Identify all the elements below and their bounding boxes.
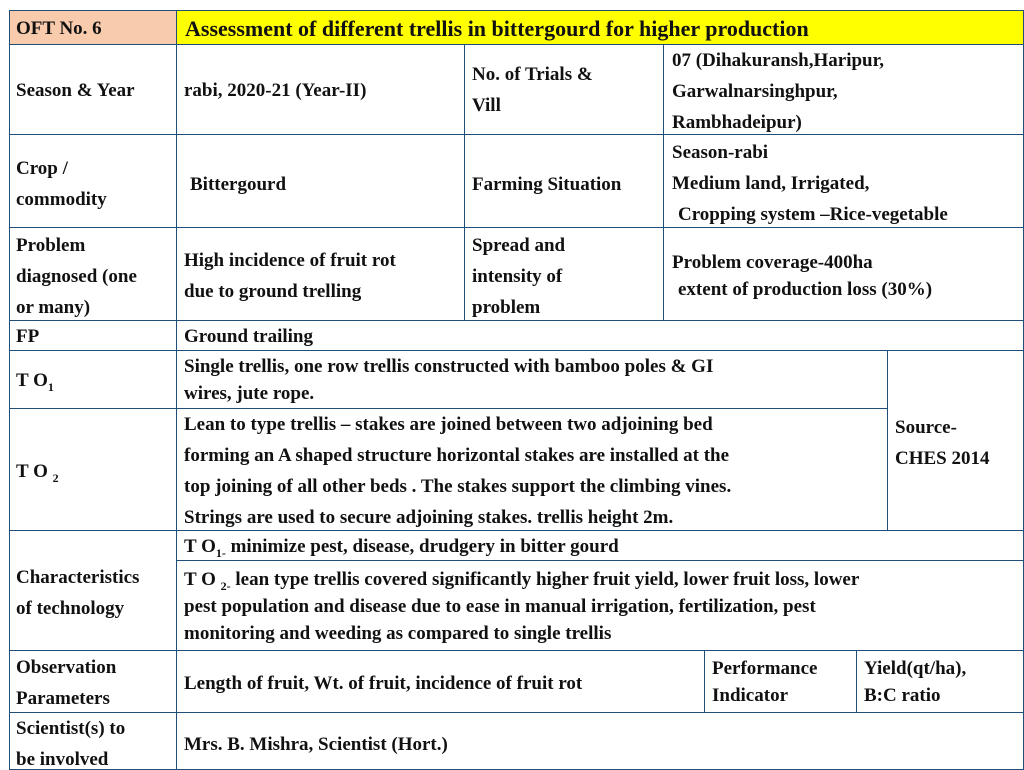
trials-label-line-2: Vill <box>472 95 501 116</box>
to2-label <box>16 456 59 494</box>
source-line-2: CHES 2014 <box>895 448 990 469</box>
crop-label-line-2: commodity <box>16 189 107 210</box>
to1-line-1: Single trellis, one row trellis constructed with bamboo poles & GI <box>184 356 714 377</box>
observation-label-cell <box>9 650 177 713</box>
yield-cell <box>856 650 1024 713</box>
performance-indicator-line-2: Indicator <box>712 685 788 706</box>
characteristics-to1-sub: 1- <box>215 545 226 560</box>
performance-indicator-line-1: Performance <box>712 658 818 679</box>
coverage-line-2: extent of production loss (30%) <box>678 279 933 300</box>
characteristics-to1 <box>184 532 619 561</box>
to2-line-2: forming an A shaped structure horizontal stakes are installed at the <box>184 445 730 466</box>
oft-title: Assessment of different trellis in bittergourd for higher production <box>185 16 809 41</box>
farming-situation-label-cell <box>464 134 664 228</box>
fp-value-cell <box>176 320 1024 351</box>
season-value: rabi, 2020-21 (Year-II) <box>184 80 367 101</box>
observation-label-line-1: Observation <box>16 657 117 678</box>
spread-label-line-3: problem <box>472 297 541 318</box>
to1-label-cell <box>9 350 177 409</box>
to2-description-cell <box>176 408 888 531</box>
crop-value: Bittergourd <box>190 174 287 195</box>
spread-label-line-2: intensity of <box>472 266 563 287</box>
problem-value-cell <box>176 227 465 321</box>
characteristics-to1-text: minimize pest, disease, drudgery in bitter gourd <box>225 536 619 557</box>
scientists-label-line-2: be involved <box>16 749 109 770</box>
characteristics-to2-sub: 2- <box>220 578 231 593</box>
characteristics-to2-prefix: T O <box>184 569 216 590</box>
situation-line-2: Medium land, Irrigated, <box>672 173 870 194</box>
farming-situation-label: Farming Situation <box>472 174 622 195</box>
to1-description-cell <box>176 350 888 409</box>
observation-label-line-2: Parameters <box>16 688 110 709</box>
problem-label-cell <box>9 227 177 321</box>
problem-value-line-1: High incidence of fruit rot <box>184 250 396 271</box>
crop-value-cell <box>176 134 465 228</box>
scientists-value: Mrs. B. Mishra, Scientist (Hort.) <box>184 734 448 755</box>
yield-line-2: B:C ratio <box>864 685 941 706</box>
trials-value-line-3: Rambhadeipur) <box>672 112 802 133</box>
fp-value: Ground trailing <box>184 326 313 347</box>
scientists-label-line-1: Scientist(s) to <box>16 718 126 739</box>
trials-label-line-1: No. of Trials & <box>472 64 593 85</box>
problem-label-line-2: diagnosed (one <box>16 266 137 287</box>
season-label: Season & Year <box>16 80 135 101</box>
characteristics-label-line-1: Characteristics <box>16 567 140 588</box>
yield-line-1: Yield(qt/ha), <box>864 658 967 679</box>
spread-label-line-1: Spread and <box>472 235 566 256</box>
trials-value-line-2: Garwalnarsinghpur, <box>672 81 838 102</box>
characteristics-to2-cell <box>176 560 1024 651</box>
coverage-line-1: Problem coverage-400ha <box>672 252 873 273</box>
characteristics-to2-line-3: monitoring and weeding as compared to single trellis <box>184 623 612 644</box>
fp-label-cell <box>9 320 177 351</box>
problem-label-line-3: or many) <box>16 297 91 318</box>
problem-value-line-2: due to ground trelling <box>184 281 362 302</box>
problem-coverage-cell <box>663 227 1024 321</box>
characteristics-label-line-2: of technology <box>16 598 125 619</box>
oft-number-label: OFT No. 6 <box>16 18 102 39</box>
crop-label-cell <box>9 134 177 228</box>
characteristics-to2-text: lean type trellis covered significantly higher fruit yield, lower fruit loss, lower <box>230 569 860 590</box>
spread-label-cell <box>464 227 664 321</box>
to1-label-text: T O <box>16 370 48 391</box>
to1-line-2: wires, jute rope. <box>184 383 315 404</box>
crop-label-line-1: Crop / <box>16 158 68 179</box>
to1-label-sub: 1 <box>47 379 54 394</box>
to2-line-3: top joining of all other beds . The stakes support the climbing vines. <box>184 476 732 497</box>
to2-label-text: T O <box>16 461 48 482</box>
farming-situation-value-cell <box>663 134 1024 228</box>
trials-value-line-1: 07 (Dihakuransh,Haripur, <box>672 50 885 71</box>
season-label-cell <box>9 44 177 135</box>
oft-number-cell <box>9 10 177 45</box>
scientists-label-cell <box>9 712 177 770</box>
scientists-value-cell <box>176 712 1024 770</box>
characteristics-label-cell <box>9 530 177 651</box>
observation-value-cell <box>176 650 705 713</box>
to2-line-4: Strings are used to secure adjoining stakes. trellis height 2m. <box>184 507 674 528</box>
characteristics-to2-line-2: pest population and disease due to ease in manual irrigation, fertilization, pest <box>184 596 816 617</box>
observation-value: Length of fruit, Wt. of fruit, incidence of fruit rot <box>184 673 583 694</box>
season-value-cell <box>176 44 465 135</box>
situation-line-1: Season-rabi <box>672 142 769 163</box>
trials-value-cell <box>663 44 1024 135</box>
source-line-1: Source- <box>895 417 957 438</box>
to2-label-cell <box>9 408 177 531</box>
performance-indicator-cell <box>704 650 857 713</box>
problem-label-line-1: Problem <box>16 235 86 256</box>
situation-line-3: Cropping system –Rice-vegetable <box>678 204 948 225</box>
trials-label-cell <box>464 44 664 135</box>
oft-title-cell <box>176 10 1024 45</box>
source-cell <box>887 350 1024 531</box>
to1-label <box>16 365 54 403</box>
to2-line-1: Lean to type trellis – stakes are joined between two adjoining bed <box>184 414 713 435</box>
fp-label: FP <box>16 326 40 347</box>
to2-label-sub: 2 <box>52 470 59 485</box>
characteristics-to1-prefix: T O <box>184 536 216 557</box>
characteristics-to1-cell <box>176 530 1024 561</box>
